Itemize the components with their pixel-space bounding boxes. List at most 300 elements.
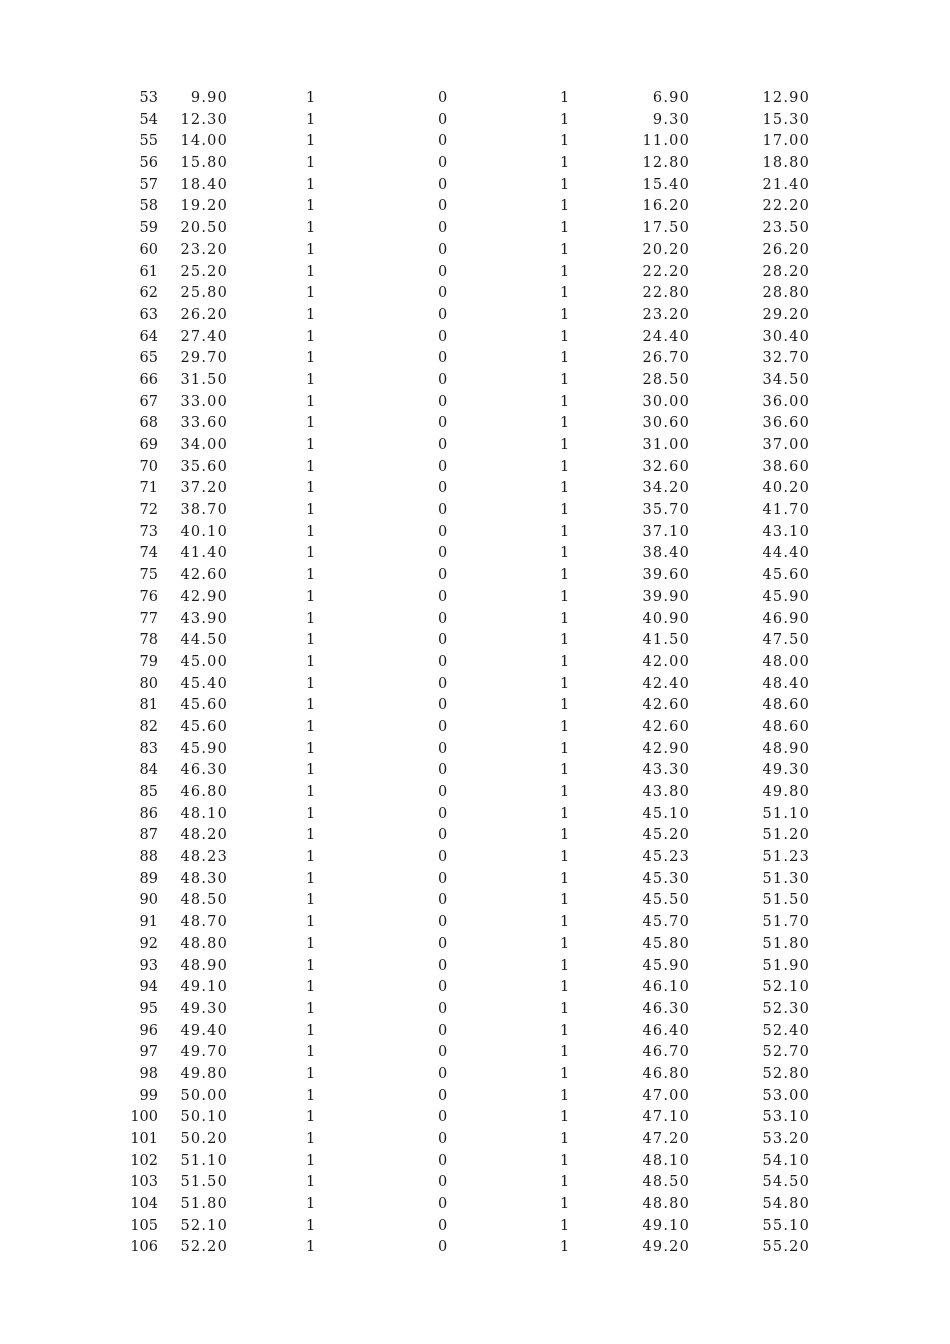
flag-b-cell: 0 [438,1044,448,1061]
lower-bound-cell: 46.40 [642,1022,690,1039]
flag-b-cell: 0 [438,1087,448,1104]
flag-b-cell: 0 [438,480,448,497]
table-row [0,457,950,479]
upper-bound-cell: 36.00 [762,393,810,410]
table-row [0,869,950,891]
upper-bound-cell: 23.50 [762,220,810,237]
value-cell: 45.40 [180,675,228,692]
flag-b-cell: 0 [438,632,448,649]
flag-c-cell: 1 [560,1065,570,1082]
flag-b-cell: 0 [438,1174,448,1191]
table-row [0,934,950,956]
flag-c-cell: 1 [560,1174,570,1191]
value-cell: 42.60 [180,567,228,584]
upper-bound-cell: 21.40 [762,176,810,193]
upper-bound-cell: 52.80 [762,1065,810,1082]
lower-bound-cell: 46.10 [642,979,690,996]
value-cell: 51.10 [180,1152,228,1169]
flag-a-cell: 1 [306,979,316,996]
upper-bound-cell: 32.70 [762,350,810,367]
flag-b-cell: 0 [438,870,448,887]
row-index-cell: 96 [139,1022,158,1039]
upper-bound-cell: 55.20 [762,1239,810,1256]
row-index-cell: 86 [139,805,158,822]
lower-bound-cell: 43.30 [642,762,690,779]
upper-bound-cell: 51.70 [762,914,810,931]
flag-c-cell: 1 [560,1087,570,1104]
value-cell: 23.20 [180,241,228,258]
lower-bound-cell: 35.70 [642,502,690,519]
flag-a-cell: 1 [306,588,316,605]
flag-b-cell: 0 [438,285,448,302]
value-cell: 49.80 [180,1065,228,1082]
row-index-cell: 103 [130,1174,158,1191]
value-cell: 46.80 [180,784,228,800]
flag-a-cell: 1 [306,1087,316,1104]
flag-c-cell: 1 [560,133,570,150]
lower-bound-cell: 42.40 [642,675,690,692]
flag-b-cell: 0 [438,133,448,150]
value-cell: 27.40 [180,328,228,345]
flag-c-cell: 1 [560,870,570,887]
lower-bound-cell: 42.90 [642,740,690,757]
table-row [0,565,950,587]
lower-bound-cell: 17.50 [642,220,690,237]
row-index-cell: 88 [139,849,158,866]
flag-c-cell: 1 [560,675,570,692]
flag-b-cell: 0 [438,350,448,367]
table-row [0,717,950,739]
value-cell: 52.20 [180,1239,228,1256]
flag-b-cell: 0 [438,957,448,974]
upper-bound-cell: 45.90 [762,588,810,605]
upper-bound-cell: 49.30 [762,762,810,779]
upper-bound-cell: 51.30 [762,870,810,887]
upper-bound-cell: 52.40 [762,1022,810,1039]
lower-bound-cell: 48.10 [642,1152,690,1169]
value-cell: 44.50 [180,632,228,649]
flag-b-cell: 0 [438,328,448,345]
upper-bound-cell: 55.10 [762,1217,810,1234]
value-cell: 51.50 [180,1174,228,1191]
flag-c-cell: 1 [560,935,570,952]
flag-a-cell: 1 [306,371,316,388]
row-index-cell: 53 [139,90,158,106]
lower-bound-cell: 24.40 [642,328,690,345]
flag-a-cell: 1 [306,827,316,844]
flag-b-cell: 0 [438,1239,448,1256]
row-index-cell: 79 [139,653,158,670]
table-row [0,1086,950,1108]
table-row [0,240,950,262]
flag-b-cell: 0 [438,198,448,215]
upper-bound-cell: 52.70 [762,1044,810,1061]
flag-a-cell: 1 [306,1000,316,1017]
lower-bound-cell: 45.23 [642,849,690,866]
flag-c-cell: 1 [560,762,570,779]
value-cell: 35.60 [180,458,228,475]
row-index-cell: 81 [139,697,158,714]
upper-bound-cell: 30.40 [762,328,810,345]
row-index-cell: 59 [139,220,158,237]
flag-a-cell: 1 [306,1022,316,1039]
flag-a-cell: 1 [306,718,316,735]
flag-b-cell: 0 [438,502,448,519]
flag-b-cell: 0 [438,697,448,714]
flag-c-cell: 1 [560,393,570,410]
upper-bound-cell: 48.60 [762,718,810,735]
row-index-cell: 76 [139,588,158,605]
upper-bound-cell: 51.10 [762,805,810,822]
flag-a-cell: 1 [306,914,316,931]
table-row [0,782,950,804]
flag-b-cell: 0 [438,849,448,866]
row-index-cell: 68 [139,415,158,432]
row-index-cell: 98 [139,1065,158,1082]
upper-bound-cell: 18.80 [762,155,810,172]
value-cell: 45.90 [180,740,228,757]
flag-c-cell: 1 [560,784,570,800]
lower-bound-cell: 48.80 [642,1196,690,1213]
row-index-cell: 74 [139,545,158,562]
upper-bound-cell: 37.00 [762,437,810,453]
value-cell: 49.40 [180,1022,228,1039]
flag-a-cell: 1 [306,502,316,519]
flag-a-cell: 1 [306,176,316,193]
lower-bound-cell: 6.90 [652,90,690,106]
flag-a-cell: 1 [306,437,316,453]
value-cell: 48.30 [180,870,228,887]
lower-bound-cell: 42.00 [642,653,690,670]
lower-bound-cell: 47.20 [642,1131,690,1147]
flag-b-cell: 0 [438,523,448,540]
flag-b-cell: 0 [438,718,448,735]
row-index-cell: 63 [139,306,158,323]
flag-c-cell: 1 [560,914,570,931]
table-row [0,262,950,284]
flag-b-cell: 0 [438,610,448,627]
flag-a-cell: 1 [306,1065,316,1082]
table-row [0,522,950,544]
upper-bound-cell: 48.60 [762,697,810,714]
flag-c-cell: 1 [560,892,570,909]
row-index-cell: 89 [139,870,158,887]
upper-bound-cell: 51.90 [762,957,810,974]
flag-c-cell: 1 [560,1217,570,1234]
flag-b-cell: 0 [438,762,448,779]
flag-a-cell: 1 [306,285,316,302]
lower-bound-cell: 45.50 [642,892,690,909]
table-row [0,348,950,370]
value-cell: 12.30 [180,111,228,128]
flag-b-cell: 0 [438,263,448,280]
table-row [0,543,950,565]
table-row [0,478,950,500]
lower-bound-cell: 9.30 [652,111,690,128]
flag-c-cell: 1 [560,1109,570,1126]
flag-b-cell: 0 [438,567,448,584]
flag-c-cell: 1 [560,176,570,193]
table-row [0,500,950,522]
flag-c-cell: 1 [560,350,570,367]
flag-a-cell: 1 [306,263,316,280]
row-index-cell: 75 [139,567,158,584]
table-row [0,1042,950,1064]
upper-bound-cell: 43.10 [762,523,810,540]
flag-c-cell: 1 [560,220,570,237]
value-cell: 18.40 [180,176,228,193]
table-row [0,196,950,218]
value-cell: 42.90 [180,588,228,605]
flag-a-cell: 1 [306,697,316,714]
row-index-cell: 105 [130,1217,158,1234]
flag-c-cell: 1 [560,1239,570,1256]
flag-a-cell: 1 [306,523,316,540]
flag-a-cell: 1 [306,458,316,475]
lower-bound-cell: 42.60 [642,718,690,735]
flag-b-cell: 0 [438,1131,448,1147]
value-cell: 33.00 [180,393,228,410]
row-index-cell: 64 [139,328,158,345]
value-cell: 52.10 [180,1217,228,1234]
flag-b-cell: 0 [438,1217,448,1234]
value-cell: 48.90 [180,957,228,974]
lower-bound-cell: 49.20 [642,1239,690,1256]
upper-bound-cell: 26.20 [762,241,810,258]
row-index-cell: 91 [139,914,158,931]
flag-a-cell: 1 [306,849,316,866]
flag-a-cell: 1 [306,784,316,800]
flag-b-cell: 0 [438,545,448,562]
table-row [0,1237,950,1259]
upper-bound-cell: 45.60 [762,567,810,584]
flag-b-cell: 0 [438,155,448,172]
row-index-cell: 87 [139,827,158,844]
lower-bound-cell: 46.30 [642,1000,690,1017]
table-row [0,392,950,414]
value-cell: 48.80 [180,935,228,952]
lower-bound-cell: 45.90 [642,957,690,974]
table-row [0,609,950,631]
upper-bound-cell: 51.20 [762,827,810,844]
row-index-cell: 90 [139,892,158,909]
upper-bound-cell: 48.00 [762,653,810,670]
value-cell: 50.10 [180,1109,228,1126]
flag-a-cell: 1 [306,133,316,150]
table-row [0,131,950,153]
flag-c-cell: 1 [560,1196,570,1213]
flag-b-cell: 0 [438,588,448,605]
flag-c-cell: 1 [560,567,570,584]
flag-c-cell: 1 [560,458,570,475]
upper-bound-cell: 38.60 [762,458,810,475]
value-cell: 26.20 [180,306,228,323]
row-index-cell: 77 [139,610,158,627]
table-row [0,760,950,782]
table-row [0,587,950,609]
upper-bound-cell: 34.50 [762,371,810,388]
row-index-cell: 80 [139,675,158,692]
lower-bound-cell: 45.70 [642,914,690,931]
row-index-cell: 95 [139,1000,158,1017]
value-cell: 41.40 [180,545,228,562]
flag-a-cell: 1 [306,632,316,649]
flag-b-cell: 0 [438,1109,448,1126]
row-index-cell: 73 [139,523,158,540]
flag-a-cell: 1 [306,328,316,345]
upper-bound-cell: 49.80 [762,784,810,800]
flag-c-cell: 1 [560,371,570,388]
table-row [0,175,950,197]
upper-bound-cell: 29.20 [762,306,810,323]
upper-bound-cell: 28.80 [762,285,810,302]
value-cell: 38.70 [180,502,228,519]
row-index-cell: 60 [139,241,158,258]
flag-c-cell: 1 [560,1000,570,1017]
value-cell: 9.90 [190,90,228,106]
row-index-cell: 58 [139,198,158,215]
upper-bound-cell: 51.23 [762,849,810,866]
flag-b-cell: 0 [438,1065,448,1082]
row-index-cell: 72 [139,502,158,519]
value-cell: 14.00 [180,133,228,150]
flag-a-cell: 1 [306,1109,316,1126]
table-row [0,977,950,999]
table-row [0,1216,950,1238]
flag-b-cell: 0 [438,1000,448,1017]
lower-bound-cell: 16.20 [642,198,690,215]
upper-bound-cell: 41.70 [762,502,810,519]
flag-b-cell: 0 [438,740,448,757]
row-index-cell: 71 [139,480,158,497]
table-row [0,413,950,435]
flag-b-cell: 0 [438,784,448,800]
upper-bound-cell: 52.30 [762,1000,810,1017]
lower-bound-cell: 45.80 [642,935,690,952]
flag-b-cell: 0 [438,90,448,106]
value-cell: 49.10 [180,979,228,996]
value-cell: 33.60 [180,415,228,432]
flag-b-cell: 0 [438,979,448,996]
table-row [0,327,950,349]
flag-a-cell: 1 [306,1152,316,1169]
flag-a-cell: 1 [306,610,316,627]
flag-c-cell: 1 [560,827,570,844]
upper-bound-cell: 53.20 [762,1131,810,1147]
row-index-cell: 100 [130,1109,158,1126]
flag-c-cell: 1 [560,1044,570,1061]
flag-a-cell: 1 [306,350,316,367]
table-row [0,890,950,912]
flag-c-cell: 1 [560,805,570,822]
lower-bound-cell: 38.40 [642,545,690,562]
flag-a-cell: 1 [306,892,316,909]
flag-a-cell: 1 [306,870,316,887]
row-index-cell: 61 [139,263,158,280]
flag-c-cell: 1 [560,502,570,519]
upper-bound-cell: 40.20 [762,480,810,497]
upper-bound-cell: 36.60 [762,415,810,432]
row-index-cell: 66 [139,371,158,388]
lower-bound-cell: 22.80 [642,285,690,302]
lower-bound-cell: 42.60 [642,697,690,714]
table-row [0,804,950,826]
upper-bound-cell: 15.30 [762,111,810,128]
lower-bound-cell: 45.30 [642,870,690,887]
table-row [0,652,950,674]
flag-c-cell: 1 [560,610,570,627]
row-index-cell: 97 [139,1044,158,1061]
table-row [0,153,950,175]
row-index-cell: 82 [139,718,158,735]
value-cell: 49.30 [180,1000,228,1017]
data-table [0,88,950,1259]
flag-b-cell: 0 [438,892,448,909]
flag-a-cell: 1 [306,241,316,258]
flag-b-cell: 0 [438,935,448,952]
flag-a-cell: 1 [306,1131,316,1147]
table-row [0,1107,950,1129]
row-index-cell: 62 [139,285,158,302]
row-index-cell: 101 [130,1131,158,1147]
lower-bound-cell: 32.60 [642,458,690,475]
upper-bound-cell: 28.20 [762,263,810,280]
value-cell: 31.50 [180,371,228,388]
flag-a-cell: 1 [306,480,316,497]
flag-c-cell: 1 [560,849,570,866]
table-row [0,1129,950,1151]
row-index-cell: 93 [139,957,158,974]
row-index-cell: 85 [139,784,158,800]
lower-bound-cell: 47.00 [642,1087,690,1104]
row-index-cell: 102 [130,1152,158,1169]
lower-bound-cell: 11.00 [642,133,690,150]
flag-c-cell: 1 [560,111,570,128]
row-index-cell: 94 [139,979,158,996]
row-index-cell: 65 [139,350,158,367]
value-cell: 45.60 [180,718,228,735]
lower-bound-cell: 28.50 [642,371,690,388]
flag-c-cell: 1 [560,1131,570,1147]
row-index-cell: 67 [139,393,158,410]
table-row [0,1172,950,1194]
upper-bound-cell: 54.50 [762,1174,810,1191]
row-index-cell: 99 [139,1087,158,1104]
lower-bound-cell: 26.70 [642,350,690,367]
value-cell: 51.80 [180,1196,228,1213]
flag-a-cell: 1 [306,1239,316,1256]
flag-a-cell: 1 [306,935,316,952]
lower-bound-cell: 43.80 [642,784,690,800]
flag-b-cell: 0 [438,371,448,388]
upper-bound-cell: 48.40 [762,675,810,692]
lower-bound-cell: 22.20 [642,263,690,280]
lower-bound-cell: 12.80 [642,155,690,172]
flag-a-cell: 1 [306,567,316,584]
flag-b-cell: 0 [438,306,448,323]
value-cell: 45.00 [180,653,228,670]
lower-bound-cell: 40.90 [642,610,690,627]
lower-bound-cell: 23.20 [642,306,690,323]
table-row [0,435,950,457]
upper-bound-cell: 53.00 [762,1087,810,1104]
row-index-cell: 57 [139,176,158,193]
table-row [0,88,950,110]
upper-bound-cell: 52.10 [762,979,810,996]
upper-bound-cell: 22.20 [762,198,810,215]
flag-b-cell: 0 [438,220,448,237]
flag-a-cell: 1 [306,155,316,172]
